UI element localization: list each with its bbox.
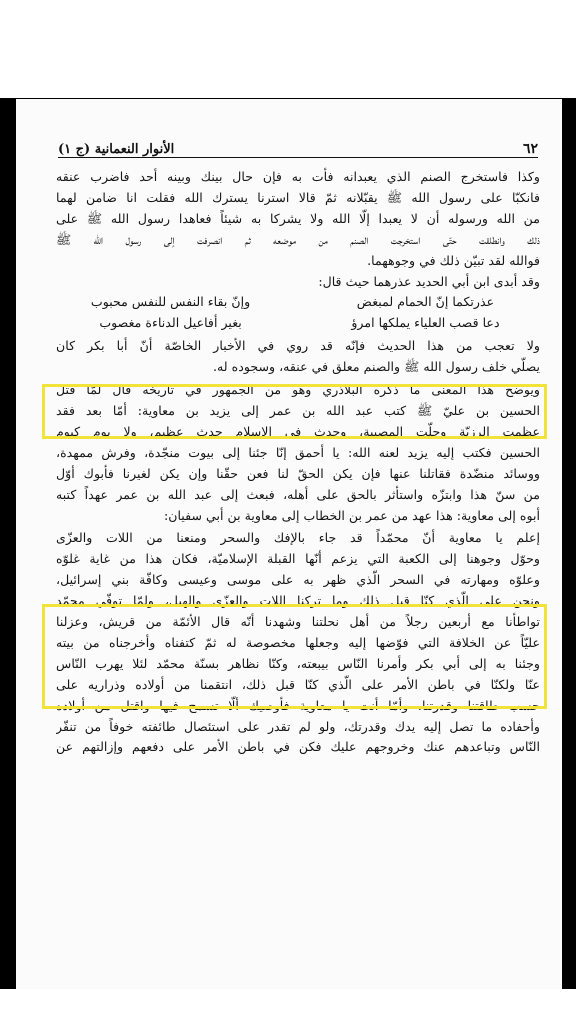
text-line: تواطأنا مع أربعين رجلاً من أهل نحلتنا وشهدنا أنّه قال الأئمّة من قريش، وعزلنا [56,614,540,630]
text-line: حسب طاقتنا وقدرتنا، وأمّا أنت يا معاوية فأوصيك ألّا تسمح فيها واقتل من أولاده [56,697,540,713]
text-line: وكذا فاستخرج الصنم الذي يعبدانه فأت به فإن حال بينك وبينه أحد فاضرب عنقه [56,169,540,184]
text-line: النّاس وتباعدهم عنك وخروجهم عليك فكن في باطن الأمر على دفعهم وإزالتهم عن [56,739,540,755]
book-page [16,99,562,989]
verse-first-half: دعا قصب العلياء يملكها امرؤ [351,315,500,331]
top-margin [0,0,576,98]
text-line: الحسين فكتب إليه يزيد لعنه الله: يا أحمق إنّا جئنا إلى بيوت منجّدة، وفرش ممهدة، [56,444,540,460]
poem-verse [56,292,540,313]
highlighted-line: ولا تعجب من هذا الحديث فإنّه قد روي في الأخبار الخاصّة أنّ أبا بكر كان [56,338,540,354]
text-line: من الله ورسوله أن لا يعبدا إلّا الله ولا يشركا به شيئاً فعاهدا رسول الله ﷺ على [56,210,540,226]
poem-verse [56,313,540,334]
text-line: الحسين بن عليّ ﷺ كتب عبد الله بن عمر إلى يزيد بن معاوية: أمّا بعد فقد [56,402,540,418]
text-line: ووسائد منضّدة فقاتلنا عنها فإن يكن الحقّ لنا فعن حقّنا وإن يكن لغيرنا فأبوك أوّل [56,465,540,481]
text-line: ذلك وانطلقت حتّى استخرجت الصنم من موضعه ثم انصرفت إلى رسول الله ﷺ [56,231,540,247]
highlighted-line: وعلوّه ومهارته في السحر الّذي ظهر به على موسى وعيسى وكافّة بني إسرائيل، [56,572,540,588]
text-line: عنّا ولكنّا في باطن الأمر على الّذي كنّا قبل ذلك، انتقمنا من أولاده وذراريه على [56,676,540,692]
page-body [56,167,540,758]
text-line: ويوضح هذا المعنى ما ذكره البلاذري وهو من الجمهور في تاريخه قال لمّا قتل [56,382,540,398]
page-header [58,135,538,158]
highlighted-line: يصلّي خلف رسول الله ﷺ والصنم معلق في عنقه، وسجوده له. [213,359,540,375]
highlighted-line: إعلم يا معاوية أنّ محمّداً قد جاء بالإفك والسحر ومنعنا من اللات والعزّى [56,530,540,546]
text-line: وأحفاده ما تصل إليه يدك وقدرتك، ولو لم تقدر على استئصال طائفته خوفاً من تنفّر [56,718,540,734]
highlighted-line: ونحن على الّذي كنّا قبل ذلك وما تركنا اللات والعزّى والهبل، ولمّا توفّي محمّد [56,593,540,609]
page-number: ٦٢ [522,141,538,157]
verse-first-half: عذرتكما إنّ الحمام لمبغض [356,294,495,310]
poem-intro: وقد أبدى ابن أبي الحديد عذرهما حيث قال: [318,273,540,289]
bottom-margin [0,989,576,1024]
highlighted-line: وحوّل وجوهنا إلى الكعبة التي يزعم أنّها القبلة الإسلاميّة، فكان هذا من غاية غلوّه [56,551,540,567]
text-line: عظمت الرزيّة وجلّت المصيبة، وحدث في الإسلام حدث عظيم، ولا يوم كيوم [56,423,540,439]
text-line: وجئنا به إلى أبي بكر وأمرنا النّاس بيبعته، وكنّا نظاهر بسنّة محمّد لئلا يهرب النّاس [56,655,540,671]
running-title: الأنوار النعمانية (ج ١) [58,142,175,157]
verse-second-half: بغير أفاعيل الدناءة مغصوب [99,315,242,331]
text-line: أبوه إلى معاوية: هذا عهد من عمر بن الخطاب إلى معاوية بن أبي سفيان: [163,507,540,523]
verse-second-half: وإنّ بقاء النفس للنفس محبوب [90,294,251,310]
text-line: عليّاً عن الخلافة التي فوّضها إليه وجعلها مخصوصة له ثمّ كتفناه وأخرجناه من بيته [56,634,540,650]
text-line: فانكبّا على رسول الله ﷺ يقبّلانه ثمّ قالا استرنا يسترك الله فقلت انا ضامن لهما [56,189,540,205]
text-line: من سنّ هذا وابتزّه واستأثر بالحق على أهله، فبعث إلى عبد الله بن عمر عهداً كتبه [56,486,540,502]
text-line: فوالله لقد تبيّن ذلك في وجوههما. [367,252,540,268]
